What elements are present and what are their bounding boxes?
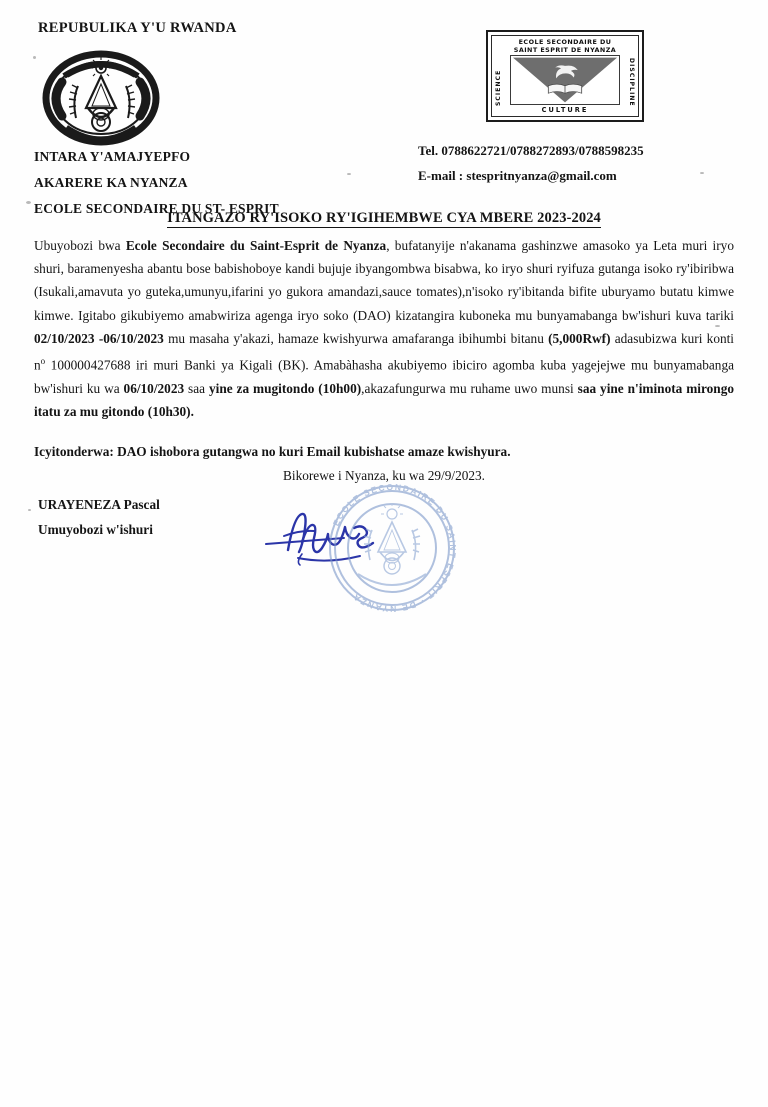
rwanda-coat-of-arms-icon bbox=[42, 50, 160, 152]
school-logo-title-line2: SAINT ESPRIT DE NYANZA bbox=[513, 46, 617, 54]
district-line: AKARERE KA NYANZA bbox=[34, 175, 188, 190]
school-logo-left-word: SCIENCE bbox=[495, 69, 502, 106]
body-segment-f: saa bbox=[184, 380, 209, 396]
dao-fee-amount: (5,000Rwf) bbox=[548, 330, 611, 346]
signatory-name: URAYENEZA Pascal bbox=[38, 497, 160, 512]
dao-availability-dates: 02/10/2023 -06/10/2023 bbox=[34, 330, 164, 346]
school-logo-emblem-icon bbox=[510, 55, 620, 105]
official-stamp bbox=[322, 478, 462, 618]
school-logo-bottom-word: CULTURE bbox=[541, 106, 589, 114]
body-segment-g: ,akazafungurwa mu ruhame uwo munsi bbox=[361, 380, 578, 396]
body-intro: Ubuyobozi bwa bbox=[34, 238, 126, 253]
submission-deadline-time: yine za mugitondo (10h00) bbox=[208, 380, 362, 396]
place-and-date: Bikorewe i Nyanza, ku wa 29/9/2023. bbox=[283, 468, 485, 483]
school-logo-title-line1: ECOLE SECONDAIRE DU bbox=[518, 38, 612, 46]
body-segment-b: , bufatanyije n'akanama gashinzwe amasoko ya Leta muri iryo shuri, baramenyesha abantu bose babishoboye kandi bujuje ibyangombwa bisabwa, ko iryo shuri ryifuza gutanga isoko ry'ibiribwa (Isukali,amavuta yo guteka,umunyu,ifarini yo gukora amandazi,sauce tomates),n'isoko ry'ibitanda bifite uburyamo butatu kimwe kimwe. Igitabo gikubiyemo amabwiriza agenga iryo soko (DAO) kizatangira kuboneka mu bunyamabanga bw'ishuri kuva tariki bbox=[34, 238, 734, 323]
school-logo bbox=[486, 30, 644, 122]
country-header: REPUBULIKA Y'U RWANDA bbox=[38, 20, 237, 36]
document-title bbox=[0, 210, 768, 227]
announcement-body bbox=[34, 234, 734, 423]
document-header bbox=[0, 10, 768, 216]
body-segment-d: adasubizwa kuri konti n bbox=[34, 330, 735, 373]
notice-line: Icyitonderwa: DAO ishobora gutangwa no kuri Email kubishatse amaze kwishyura. bbox=[34, 444, 511, 459]
svg-text:ECOLE SECONDAIRE DU SAINT ESPR: ECOLE SECONDAIRE DU SAINT ESPRIT · DE NYANZA bbox=[330, 481, 459, 615]
contact-block bbox=[418, 138, 644, 188]
signatory-role: Umuyobozi w'ishuri bbox=[38, 522, 153, 537]
body-segment-e: 100000427688 iri muri Banki ya Kigali (BK). Amabàhasha akubiyemo ibiciro agomba kuba yagejejwe mu bunyamabanga bw'ishuri ku wa bbox=[34, 357, 734, 396]
email-line: E-mail : stespritnyanza@gmail.com bbox=[418, 168, 617, 183]
school-name-line: ECOLE SECONDAIRE DU ST- ESPRIT bbox=[34, 201, 279, 216]
ordinal-superscript: o bbox=[40, 356, 46, 367]
document-title-text: ITANGAZO RY'ISOKO RY'IGIHEMBWE CYA MBERE 2023-2024 bbox=[167, 210, 601, 226]
opening-time: saa yine n'iminota mirongo itatu za mu gitondo (10h30). bbox=[34, 380, 734, 419]
announcement-paragraph bbox=[34, 234, 734, 423]
signatory-block bbox=[38, 492, 160, 542]
submission-deadline-date: 06/10/2023 bbox=[123, 380, 185, 396]
school-logo-right-word: DISCIPLINE bbox=[628, 58, 635, 107]
province-line: INTARA Y'AMAJYEPFO bbox=[34, 149, 191, 164]
school-name-inline: Ecole Secondaire du Saint-Esprit de Nyanza bbox=[125, 238, 387, 253]
telephone-line: Tel. 0788622721/0788272893/0788598235 bbox=[418, 143, 644, 158]
body-segment-c: mu masaha y'akazi, hamaze kwishyurwa amafaranga ibihumbi bitanu bbox=[163, 330, 549, 346]
school-logo-title bbox=[492, 38, 638, 54]
